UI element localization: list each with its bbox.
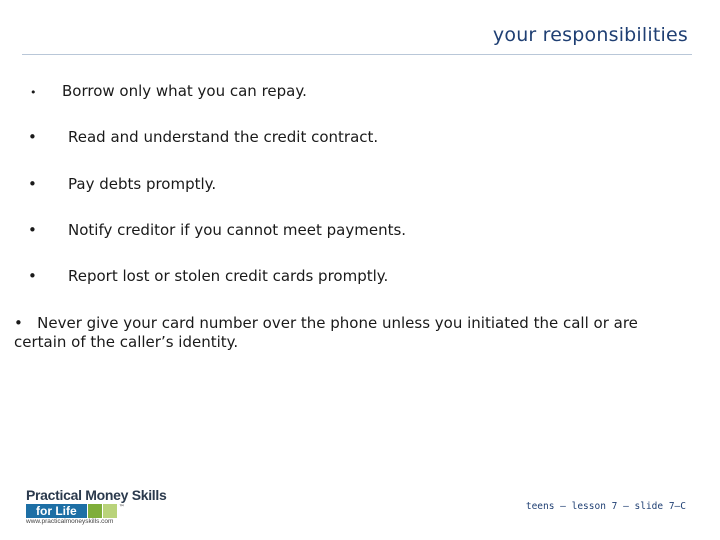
logo-url: www.practicalmoneyskills.com <box>26 518 114 525</box>
bullet-icon: • <box>30 86 37 99</box>
bullet-text: Pay debts promptly. <box>68 175 217 193</box>
bullet-icon: • <box>28 267 37 285</box>
logo-trademark: ™ <box>118 504 125 511</box>
bullet-text-wrapped <box>14 314 664 352</box>
bullet-item <box>14 314 664 352</box>
bullet-text: Report lost or stolen credit cards promptly. <box>68 267 389 285</box>
logo-bar <box>26 504 125 518</box>
bullet-icon: • <box>28 128 37 146</box>
logo-square-lightgreen <box>103 504 117 518</box>
bullet-text: Never give your card number over the phone unless you initiated the call or are certain of the caller’s identity. <box>14 314 638 351</box>
slide-title: your responsibilities <box>492 24 688 46</box>
bullet-text: Borrow only what you can repay. <box>62 82 307 100</box>
bullet-icon: • <box>28 221 37 239</box>
title-divider <box>22 54 692 55</box>
logo-for-life: for Life <box>26 504 87 518</box>
bullet-text: Notify creditor if you cannot meet payments. <box>68 221 407 239</box>
practical-money-skills-logo <box>26 487 167 527</box>
bullet-text: Read and understand the credit contract. <box>68 128 379 146</box>
slide-footer: teens – lesson 7 – slide 7–C <box>525 501 686 512</box>
bullet-icon: • <box>14 314 23 332</box>
logo-wordmark: Practical Money Skills <box>26 487 167 503</box>
logo-square-green <box>88 504 102 518</box>
bullet-icon: • <box>28 175 37 193</box>
